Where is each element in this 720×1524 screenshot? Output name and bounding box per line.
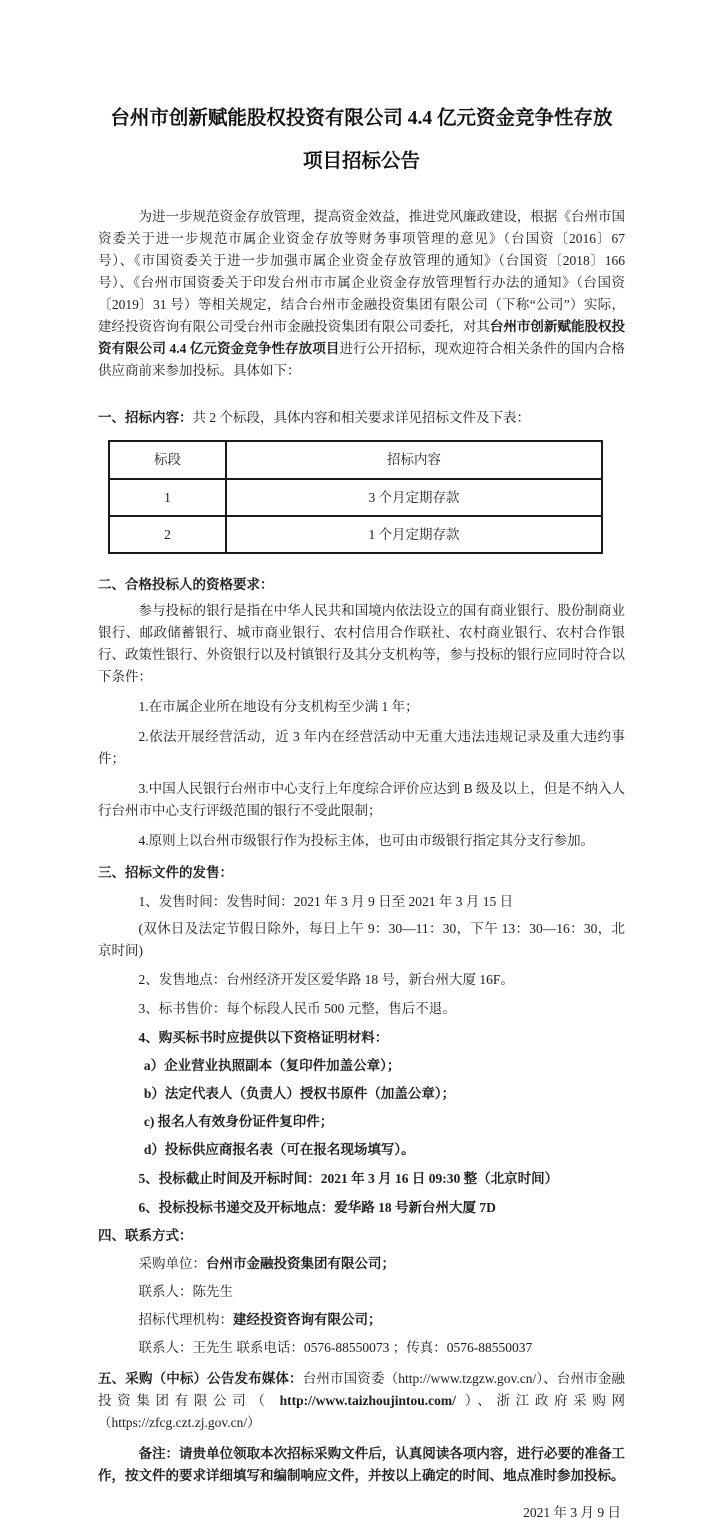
agency-line: 招标代理机构：建经投资咨询有限公司； (138, 1312, 382, 1327)
bid-deadline-item: 5、投标截止时间及开标时间：2021 年 3 月 16 日 09:30 整（北京时间） (138, 1171, 559, 1186)
sale-time-item: 1、发售时间：发售时间：2021 年 3 月 9 日至 2021 年 3 月 15 日 (138, 894, 514, 909)
table-row (109, 516, 602, 553)
table-row (109, 479, 602, 516)
purchaser-line: 采购单位：台州市金融投资集团有限公司； (138, 1256, 395, 1271)
segment-content-cell: 1 个月定期存款 (226, 516, 602, 553)
sale-time-note: (双休日及法定节假日除外，每日上午 9：30—11：30，下午 13：30—16：30，北京时间) (98, 921, 625, 958)
purchaser-contact-line: 联系人：陈先生 (138, 1284, 233, 1299)
material-item-c: c) 报名人有效身份证件复印件； (143, 1114, 334, 1129)
section1-heading: 一、招标内容：共 2 个标段，具体内容和相关要求详见招标文件及下表： (98, 410, 530, 425)
date-line: 2021 年 3 月 9 日 (523, 1505, 621, 1520)
qualification-item-1: 1.在市属企业所在地设有分支机构至少满 1 年； (138, 699, 419, 714)
document-title (98, 97, 625, 183)
qualification-item-3: 3.中国人民银行台州市中心支行上年度综合评价应达到 B 级及以上，但是不纳入人行台州市中心支行评级范围的银行不受此限制； (98, 781, 625, 818)
section2-intro: 参与投标的银行是指在中华人民共和国境内依法设立的国有商业银行、股份制商业银行、邮政储蓄银行、城市商业银行、农村信用合作联社、农村商业银行、农村合作银行、政策性银行、外资银行以及村镇银行及其分支机构等，参与投标的银行应同时符合以下条件： (98, 603, 625, 684)
section3-heading: 三、招标文件的发售： (98, 865, 233, 880)
table-header-segment: 标段 (109, 441, 226, 479)
sale-location-item: 2、发售地点：台州经济开发区爱华路 18 号，新台州大厦 16F。 (138, 972, 514, 987)
table-header-content: 招标内容 (226, 441, 602, 479)
material-item-d: d）投标供应商报名表（可在报名现场填写）。 (143, 1142, 415, 1157)
remark-paragraph: 备注：请贵单位领取本次招标采购文件后，认真阅读各项内容，进行必要的准备工作，按文件的要求详细填写和编制响应文件，并按以上确定的时间、地点准时参加投标。 (98, 1446, 625, 1483)
title-line-1: 台州市创新赋能股权投资有限公司 4.4 亿元资金竞争性存放 (110, 108, 613, 129)
qualification-item-2: 2.依法开展经营活动，近 3 年内在经营活动中无重大违法违规记录及重大违约事件； (98, 729, 625, 766)
bid-sections-table (108, 440, 603, 554)
segment-number-cell: 1 (109, 479, 226, 516)
agency-contact-line: 联系人：王先生 联系电话：0576-88550073 ；传真：0576-88550037 (138, 1340, 533, 1355)
segment-content-cell: 3 个月定期存款 (226, 479, 602, 516)
title-line-2: 项目招标公告 (302, 151, 420, 172)
table-header-row (109, 441, 602, 479)
materials-heading-item: 4、购买标书时应提供以下资格证明材料： (138, 1030, 389, 1045)
material-item-b: b）法定代表人（负责人）授权书原件（加盖公章）； (143, 1086, 456, 1101)
segment-number-cell: 2 (109, 516, 226, 553)
material-item-a: a）企业营业执照副本（复印件加盖公章）； (143, 1058, 401, 1073)
qualification-item-4: 4.原则上以台州市级银行作为投标主体，也可由市级银行指定其分支行参加。 (138, 833, 595, 848)
section5-paragraph: 五、采购（中标）公告发布媒体：台州市国资委（http://www.tzgzw.gov.cn/）、台州市金融投资集团有限公司（ http://www.taizhoujintou.com/ ）、浙江政府采购网（https://zfcg.czt.zj.gov.cn/） (98, 1371, 626, 1430)
section4-heading: 四、联系方式： (98, 1228, 193, 1243)
submission-location-item: 6、投标投标书递交及开标地点：爱华路 18 号新台州大厦 7D (138, 1200, 496, 1215)
section2-heading: 二、合格投标人的资格要求： (98, 577, 274, 592)
document-price-item: 3、标书售价：每个标段人民币 500 元整，售后不退。 (138, 1001, 456, 1016)
intro-paragraph: 为进一步规范资金存放管理，提高资金效益，推进党风廉政建设，根据《台州市国资委关于进一步规范市属企业资金存放等财务事项管理的意见》（台国资〔2016〕67 号）、《市国资委关于进一步加强市属企业资金存放管理的通知》（台国资〔2018〕166 号）、《台州市国资委关于印发台州市市属企业资金存放管理暂行办法的通知》（台国资〔2019〕31 号）等相关规定，结合台州市金融投资集团有限公司（下称“公司”）实际，建经投资咨询有限公司受台州市金融投资集团有限公司委托，对其台州市创新赋能股权投资有限公司 4.4 亿元资金竞争性存放项目进行公开招标，现欢迎符合相关条件的国内合格供应商前来参加投标。具体如下： (98, 209, 626, 378)
